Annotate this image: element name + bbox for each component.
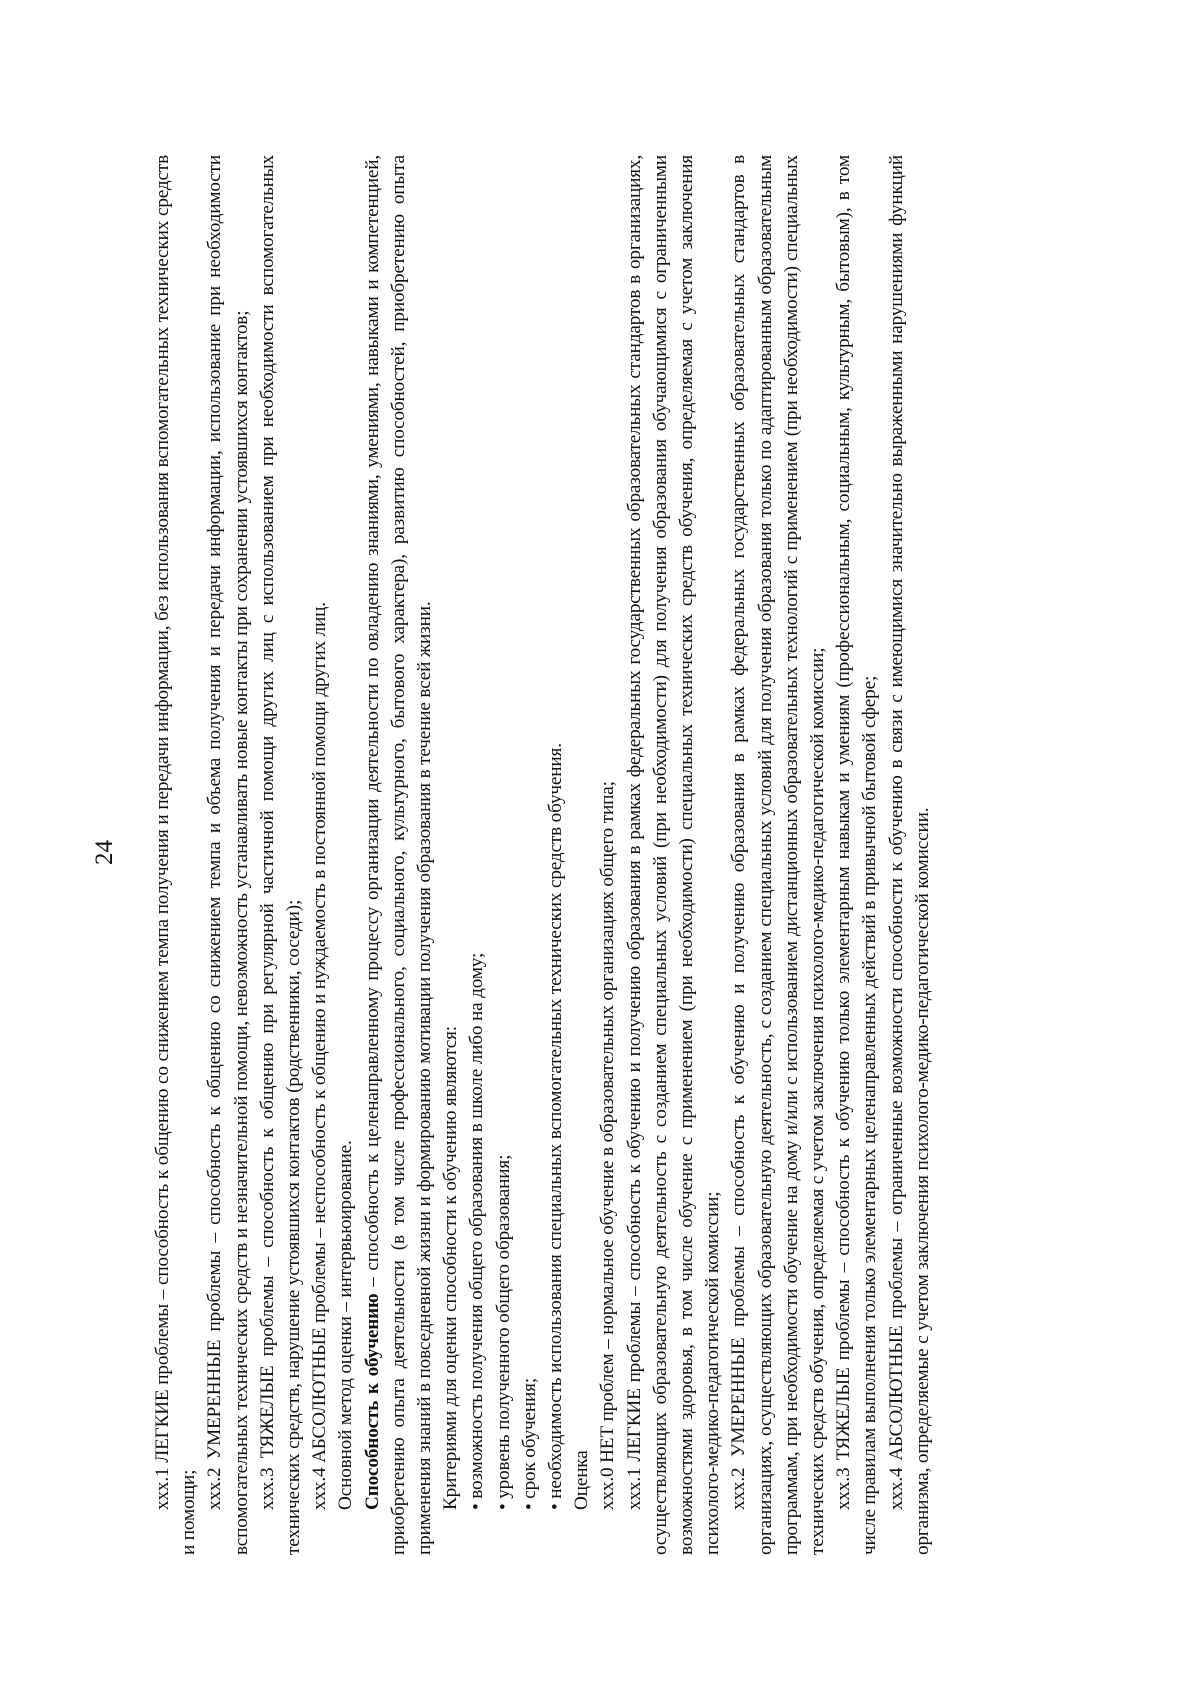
- paragraph-communication-severe: ххх.3 ТЯЖЕЛЫЕ проблемы – способность к общению при регулярной частичной помощи других лиц с использованием при необходимости вспомогательных технических средств, нарушение устоявшихся контактов (родственники, соседи);: [256, 155, 305, 1555]
- paragraph-communication-moderate: ххх.2 УМЕРЕННЫЕ проблемы – способность к общению со снижением темпа и объема получения и передачи информации, использование при необходимости вспомогательных технических средств и незначительной помощи, невозможность устанавливать новые контакты при сохранении устоявшихся контактов;: [204, 155, 252, 1555]
- paragraph-learning-none: ххх.0 НЕТ проблем – нормальное обучение в образовательных организациях общего типа;: [597, 781, 619, 1510]
- definition-text: – способность к целенаправленному процессу организации деятельности по овладению знаниями, умениями, навыками и компетенцией, приобретению опыта деятельности (в том числе профессионального, социального, культурного, бытового характера), развитию способностей, приобретению опыта применения знаний в повседневной жизни и формированию мотивации получения образования в течение всей жизни.: [361, 155, 436, 1555]
- term-learning-ability: Способность к обучению: [361, 1293, 383, 1510]
- paragraph-learning-definition: [360, 155, 439, 1555]
- paragraph-learning-severe: ххх.3 ТЯЖЕЛЫЕ проблемы – способность к обучению только элементарным навыкам и умениям (профессиональным, социальным, культурным, бытовым), в том числе правилам выполнения только элементарных целенаправленных действий в привычной бытовой сфере;: [833, 155, 881, 1555]
- paragraph-assessment-heading: Оценка: [571, 1450, 593, 1510]
- criteria-bullet: • срок обучения;: [518, 1377, 540, 1510]
- body-text: [150, 155, 936, 1555]
- criteria-bullet: • необходимость использования специальных вспомогательных технических средств обучения.: [545, 743, 567, 1510]
- paragraph-learning-mild: ххх.1 ЛЕГКИЕ проблемы – способность к обучению и получению образования в рамках федеральных государственных образовательных стандартов в организациях, осуществляющих образовательную деятельность с созданием специальных условий (при необходимости) для получения образования обучающимися с ограниченными возможностями здоровья, в том числе обучение с применением (при необходимости) специальных технических средств обучения, определяемая с учетом заключения психолого-медико-педагогической комиссии;: [623, 155, 724, 1555]
- paragraph-criteria-intro: Критериями для оценки способности к обучению являются:: [440, 1026, 462, 1510]
- criteria-bullet: • уровень полученного общего образования;: [492, 1154, 514, 1510]
- paragraph-assessment-method: Основной метод оценки – интервьюирование.: [335, 1140, 357, 1510]
- page-number: 24: [91, 840, 118, 865]
- paragraph-learning-moderate: ххх.2 УМЕРЕННЫЕ проблемы – способность к обучению и получению образования в рамках федеральных государственных образовательных стандартов в организациях, осуществляющих образовательную деятельность, с созданием специальных условий для получения образования только по адаптированным образовательным программам, при необходимости обучение на дому и/или с использованием дистанционных образовательных технологий с применением (при необходимости) специальных технических средств обучения, определяемая с учетом заключения психолого-медико-педагогической комиссии;: [728, 155, 829, 1555]
- paragraph-communication-mild: ххх.1 ЛЕГКИЕ проблемы – способность к общению со снижением темпа получения и передачи информации, без использования вспомогательных технических средств и помощи;: [152, 155, 200, 1555]
- paragraph-learning-absolute: ххх.4 АБСОЛЮТНЫЕ проблемы – ограниченные возможности способности к обучению в связи с имеющимися значительно выраженными нарушениями функций организма, определяемые с учетом заключения психолого-медико-педагогической комиссии.: [885, 155, 933, 1555]
- paragraph-communication-absolute: ххх.4 АБСОЛЮТНЫЕ проблемы – неспособность к общению и нуждаемость в постоянной помощи других лиц.: [309, 602, 331, 1510]
- criteria-bullet: • возможность получения общего образования в школе либо на дому;: [466, 952, 488, 1510]
